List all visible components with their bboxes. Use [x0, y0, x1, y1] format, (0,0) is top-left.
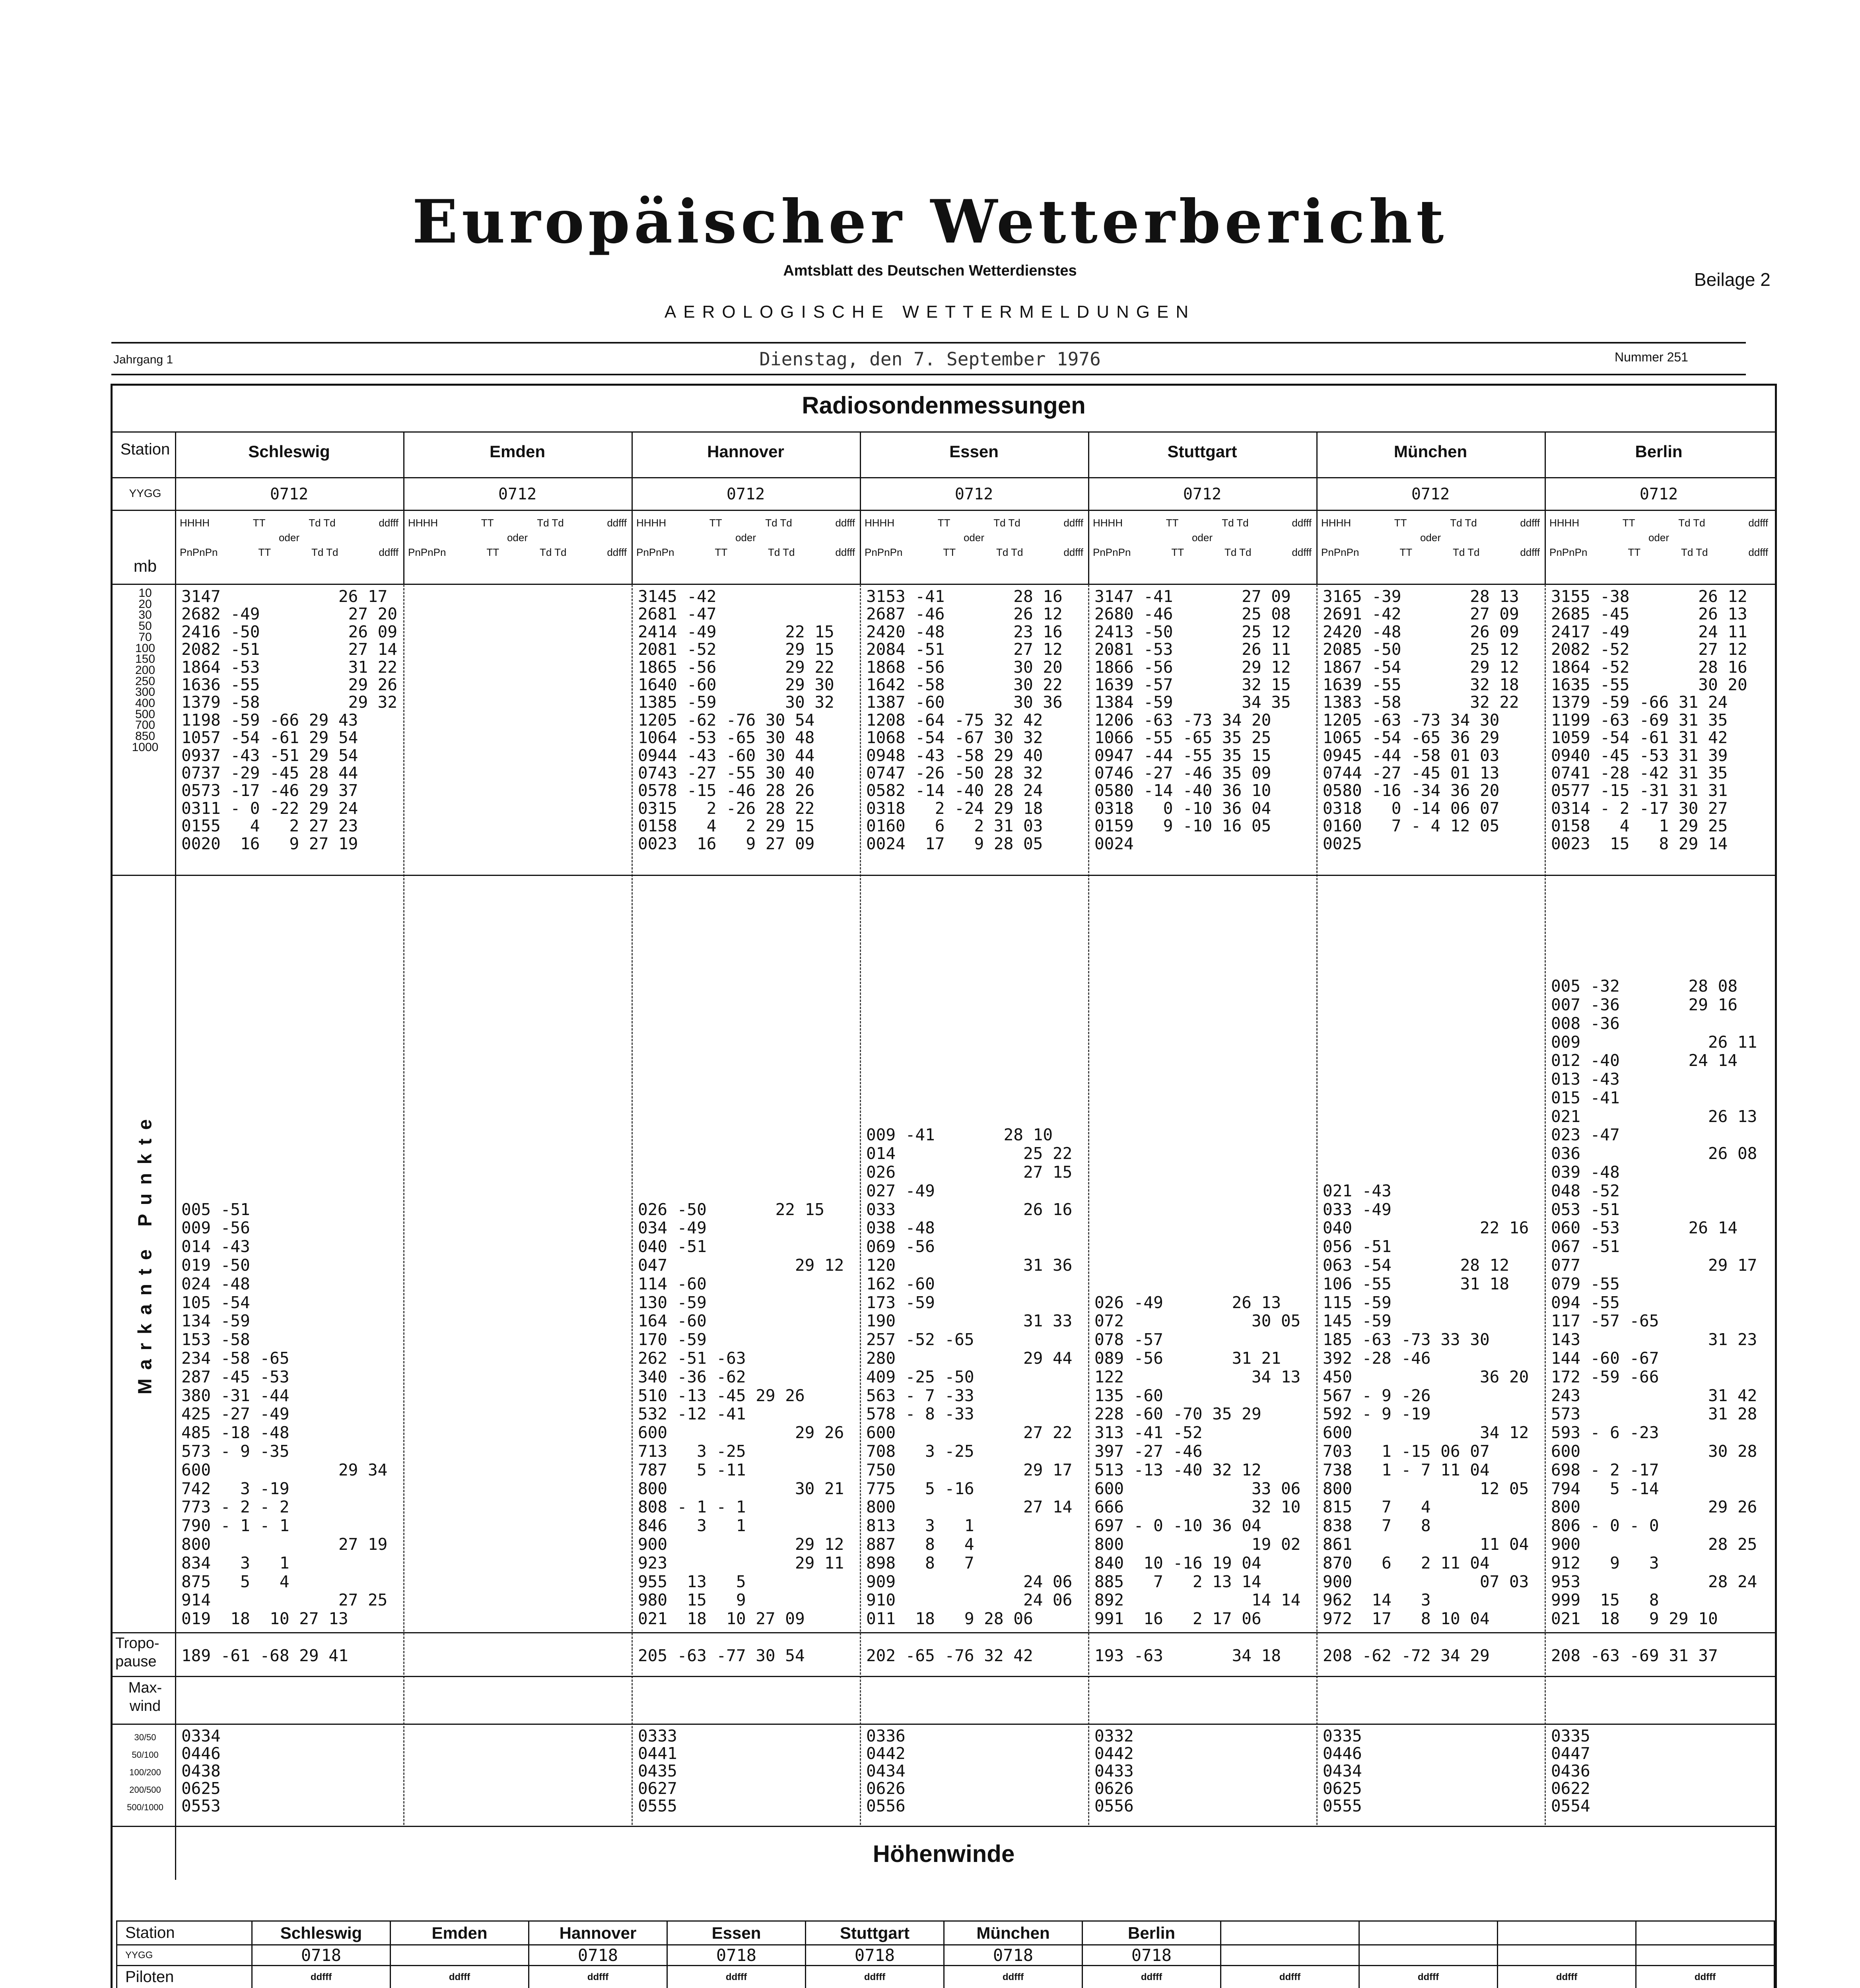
mb-level: 150 — [135, 652, 155, 666]
hw-ddfff-head: ddfff — [806, 1966, 944, 1988]
layer-maxwinds: 0332 0442 0433 0626 0556 — [1094, 1726, 1134, 1815]
header-rule-bottom — [111, 374, 1746, 375]
station-divider — [1316, 584, 1318, 1825]
hw-yygg: 0718 — [944, 1945, 1083, 1966]
station-yygg: 0712 — [726, 485, 765, 503]
head-tt: TT — [481, 517, 494, 529]
head-pnpnpn: PnPnPn — [1549, 546, 1588, 558]
hw-ddfff-head: ddfff — [1221, 1966, 1359, 1988]
head-hhhh: HHHH — [865, 517, 895, 529]
head-oder: oder — [278, 532, 300, 544]
rule — [113, 875, 1775, 876]
station-name: Essen — [949, 442, 999, 461]
head-hhhh: HHHH — [180, 517, 210, 529]
head-ddfff: ddfff — [607, 546, 627, 558]
standard-levels: 3165 -39 28 13 2691 -42 27 09 2420 -48 26 09 2085 -50 25 12 1867 -54 29 12 1639 -55 32 18 1383 -58 32 22 1205 -63 -73 34 30 1065 -54 -65 36 29 0945 -44 -58 01 03 0744 -27 -45 01 13 0580 -16 -34 36 20 0318 0 -14 06 07 0160 7 - 4 12 05 0025 — [1323, 587, 1519, 853]
column-head — [1549, 517, 1768, 559]
column-head — [180, 517, 398, 559]
head-oder: oder — [507, 532, 528, 544]
head-hhhh: HHHH — [1321, 517, 1351, 529]
station-divider — [1545, 584, 1546, 1825]
station-name: Stuttgart — [1167, 442, 1237, 461]
mb-levels — [115, 588, 175, 753]
head-oder: oder — [735, 532, 756, 544]
head-ddfff: ddfff — [1748, 546, 1768, 558]
hw-station-name: Berlin — [1083, 1921, 1221, 1945]
mb-level: 100 — [135, 641, 155, 655]
markante-punkte: 009 -41 28 10 014 25 22 026 27 15 027 -49 033 26 16 038 -48 069 -56 120 31 36 162 -60 173 -59 190 31 33 257 -52 -65 280 29 44 409 -25 -50 563 - 7 -33 578 - 8 -33 600 27 22 708 3 -25 750 29 17 775 5 -16 800 27 14 813 3 1 887 8 4 898 8 7 909 24 06 910 24 06 011 18 9 28 06 — [866, 1125, 1073, 1629]
head-ddfff: ddfff — [1520, 546, 1540, 558]
hw-ddfff-head: ddfff — [1359, 1966, 1498, 1988]
hw-yygg: 0718 — [806, 1945, 944, 1966]
hw-ddfff-head: ddfff — [529, 1966, 667, 1988]
radiosonde-title: Radiosondenmessungen — [802, 392, 1086, 419]
head-oder: oder — [963, 532, 985, 544]
standard-levels: 3147 -41 27 09 2680 -46 25 08 2413 -50 25 12 2081 -53 26 11 1866 -56 29 12 1639 -57 32 15 1384 -59 34 35 1206 -63 -73 34 20 1066 -55 -65 35 25 0947 -44 -55 35 15 0746 -27 -46 35 09 0580 -14 -40 36 10 0318 0 -10 36 04 0159 9 -10 16 05 0024 — [1094, 587, 1291, 853]
head-tt: TT — [253, 517, 266, 529]
page-title: Europäischer Wetterbericht — [412, 187, 1448, 257]
tropopause-value: 208 -63 -69 31 37 — [1551, 1646, 1718, 1665]
head-ddfff: ddfff — [379, 517, 398, 529]
standard-levels: 3145 -42 2681 -47 2414 -49 22 15 2081 -52 29 15 1865 -56 29 22 1640 -60 29 30 1385 -59 30 32 1205 -62 -76 30 54 1064 -53 -65 30 48 0944 -43 -60 30 44 0743 -27 -55 30 40 0578 -15 -46 28 26 0315 2 -26 28 22 0158 4 2 29 15 0023 16 9 27 09 — [638, 587, 834, 853]
head-tt: TT — [486, 546, 499, 558]
mb-level: 700 — [135, 718, 155, 732]
mb-level: 200 — [135, 663, 155, 677]
header-rule-top — [111, 342, 1746, 344]
station-yygg: 0712 — [1639, 485, 1678, 503]
head-ddfff: ddfff — [1063, 546, 1083, 558]
rule — [113, 431, 1775, 433]
markante-label-box — [115, 1074, 175, 1431]
mb-level: 10 — [138, 586, 152, 600]
column-head — [636, 517, 855, 559]
head-hhhh: HHHH — [1549, 517, 1580, 529]
markante-punkte: 021 -43 033 -49 040 22 16 056 -51 063 -54 28 12 106 -55 31 18 115 -59 145 -59 185 -63 -73 33 30 392 -28 -46 450 36 20 567 - 9 -26 592 - 9 -19 600 34 12 703 1 -15 06 07 738 1 - 7 11 04 800 12 05 815 7 4 838 7 8 861 11 04 870 6 2 11 04 900 07 03 962 14 3 972 17 8 10 04 — [1323, 1181, 1529, 1629]
head-ddfff: ddfff — [1292, 517, 1312, 529]
mb-level: 850 — [135, 730, 155, 743]
head-tt: TT — [1166, 517, 1179, 529]
standard-levels: 3147 26 17 2682 -49 27 20 2416 -50 26 09 2082 -51 27 14 1864 -53 31 22 1636 -55 29 26 1379 -58 29 32 1198 -59 -66 29 43 1057 -54 -61 29 54 0937 -43 -51 29 54 0737 -29 -45 28 44 0573 -17 -46 29 37 0311 - 0 -22 29 24 0155 4 2 27 23 0020 16 9 27 19 — [181, 587, 398, 853]
hw-station-name — [1359, 1921, 1498, 1945]
head-hhhh: HHHH — [1093, 517, 1123, 529]
markante-punkte: 005 -32 28 08 007 -36 29 16 008 -36 009 26 11 012 -40 24 14 013 -43 015 -41 021 26 13 023 -47 036 26 08 039 -48 048 -52 053 -51 060 -53 26 14 067 -51 077 29 17 079 -55 094 -55 117 -57 -65 143 31 23 144 -60 -67 172 -59 -66 243 31 42 573 31 28 593 - 6 -23 600 30 28 698 - 2 -17 794 5 -14 800 29 26 806 - 0 - 0 900 28 25 912 9 3 953 28 24 999 15 8 021 18 9 29 10 — [1551, 977, 1757, 1629]
markante-punkte: 026 -49 26 13 072 30 05 078 -57 089 -56 31 21 122 34 13 135 -60 228 -60 -70 35 29 313 -41 -52 397 -27 -46 513 -13 -40 32 12 600 33 06 666 32 10 697 - 0 -10 36 04 800 19 02 840 10 -16 19 04 885 7 2 13 14 892 14 14 991 16 2 17 06 — [1094, 1293, 1301, 1629]
mb-level: 70 — [138, 630, 152, 644]
mb-level: 50 — [138, 619, 152, 633]
mb-level: 300 — [135, 685, 155, 699]
hw-yygg: 0718 — [529, 1945, 667, 1966]
standard-levels: 3153 -41 28 16 2687 -46 26 12 2420 -48 23 16 2084 -51 27 12 1868 -56 30 20 1642 -58 30 22 1387 -60 30 36 1208 -64 -75 32 42 1068 -54 -67 30 32 0948 -43 -58 29 40 0747 -26 -50 28 32 0582 -14 -40 28 24 0318 2 -24 29 18 0160 6 2 31 03 0024 17 9 28 05 — [866, 587, 1063, 853]
layer-label: 50/100 — [132, 1750, 159, 1760]
hw-yygg — [1359, 1945, 1498, 1966]
hw-ddfff-head: ddfff — [391, 1966, 529, 1988]
head-pnpnpn: PnPnPn — [636, 546, 674, 558]
hw-ddfff-head: ddfff — [1636, 1966, 1774, 1988]
head-tdtd: Td Td — [768, 546, 795, 558]
column-head — [1093, 517, 1312, 559]
station-divider — [860, 584, 861, 1825]
head-tdtd: Td Td — [539, 546, 567, 558]
head-tt: TT — [1622, 517, 1635, 529]
head-tt: TT — [258, 546, 271, 558]
hw-ddfff-head: ddfff — [252, 1966, 391, 1988]
head-tdtd: Td Td — [1224, 546, 1252, 558]
head-pnpnpn: PnPnPn — [865, 546, 903, 558]
hw-piloten-label: Piloten — [117, 1966, 252, 1988]
hw-yygg: 0718 — [252, 1945, 391, 1966]
head-ddfff: ddfff — [607, 517, 627, 529]
head-ddfff: ddfff — [835, 546, 855, 558]
hw-yygg — [391, 1945, 529, 1966]
head-ddfff: ddfff — [1748, 517, 1768, 529]
tropopause-label: Tropo- pause — [115, 1635, 159, 1670]
tropopause-value: 208 -62 -72 34 29 — [1323, 1646, 1490, 1665]
hw-yygg: 0718 — [667, 1945, 806, 1966]
issue-date: Dienstag, den 7. September 1976 — [759, 348, 1101, 370]
station-yygg: 0712 — [270, 485, 309, 503]
head-ddfff: ddfff — [1063, 517, 1083, 529]
hw-station-name: Schleswig — [252, 1921, 391, 1945]
tropopause-value: 205 -63 -77 30 54 — [638, 1646, 805, 1665]
head-tt: TT — [1628, 546, 1641, 558]
rule — [113, 1724, 1775, 1725]
layer-maxwinds: 0335 0447 0436 0622 0554 — [1551, 1726, 1590, 1815]
hw-yygg — [1636, 1945, 1774, 1966]
head-tt: TT — [937, 517, 950, 529]
markante-punkte: 026 -50 22 15 034 -49 040 -51 047 29 12 114 -60 130 -59 164 -60 170 -59 262 -51 -63 340 -36 -62 510 -13 -45 29 26 532 -12 -41 600 29 26 713 3 -25 787 5 -11 800 30 21 808 - 1 - 1 846 3 1 900 29 12 923 29 11 955 13 5 980 15 9 021 18 10 27 09 — [638, 1200, 844, 1629]
station-name: Emden — [489, 442, 546, 461]
station-divider — [632, 584, 633, 1825]
head-tt: TT — [715, 546, 728, 558]
layer-label: 200/500 — [129, 1785, 161, 1795]
column-head — [865, 517, 1083, 559]
column-head — [408, 517, 627, 559]
head-tdtd: Td Td — [1681, 546, 1708, 558]
station-divider — [403, 584, 404, 1825]
station-name: Hannover — [707, 442, 784, 461]
hw-station-label: Station — [117, 1921, 252, 1945]
hw-ddfff-head: ddfff — [944, 1966, 1083, 1988]
head-tt: TT — [1399, 546, 1413, 558]
hw-station-name: Hannover — [529, 1921, 667, 1945]
rule — [113, 477, 1775, 478]
head-ddfff: ddfff — [1292, 546, 1312, 558]
head-pnpnpn: PnPnPn — [180, 546, 218, 558]
head-oder: oder — [1191, 532, 1213, 544]
subtitle: Amtsblatt des Deutschen Wetterdienstes — [783, 262, 1077, 279]
mb-level: 500 — [135, 707, 155, 721]
head-ddfff: ddfff — [379, 546, 398, 558]
station-yygg: 0712 — [954, 485, 993, 503]
column-head — [1321, 517, 1540, 559]
head-tdtd: Td Td — [537, 517, 564, 529]
hw-station-name: Emden — [391, 1921, 529, 1945]
station-name: München — [1394, 442, 1467, 461]
head-tt: TT — [1171, 546, 1184, 558]
station-divider — [1088, 584, 1089, 1825]
hoehenwinde-table — [116, 1920, 1775, 1988]
hw-station-name — [1221, 1921, 1359, 1945]
station-yygg: 0712 — [1183, 485, 1222, 503]
yygg-label: YYGG — [129, 487, 161, 499]
hw-station-name: Essen — [667, 1921, 806, 1945]
standard-levels: 3155 -38 26 12 2685 -45 26 13 2417 -49 24 11 2082 -52 27 12 1864 -52 28 16 1635 -55 30 20 1379 -59 -66 31 24 1199 -63 -69 31 35 1059 -54 -61 31 42 0940 -45 -53 31 39 0741 -28 -42 31 35 0577 -15 -31 31 31 0314 - 2 -17 30 27 0158 4 1 29 25 0023 15 8 29 14 — [1551, 587, 1747, 853]
rule — [113, 584, 1775, 585]
head-oder: oder — [1420, 532, 1441, 544]
layer-label: 100/200 — [129, 1767, 161, 1777]
head-tdtd: Td Td — [765, 517, 792, 529]
head-tdtd: Td Td — [993, 517, 1020, 529]
hw-station-name — [1636, 1921, 1774, 1945]
hw-ddfff-head: ddfff — [667, 1966, 806, 1988]
hw-station-name: München — [944, 1921, 1083, 1945]
layer-maxwinds: 0333 0441 0435 0627 0555 — [638, 1726, 677, 1815]
hw-ddfff-head: ddfff — [1498, 1966, 1636, 1988]
head-pnpnpn: PnPnPn — [408, 546, 446, 558]
tropopause-value: 189 -61 -68 29 41 — [181, 1646, 348, 1665]
layer-label: 500/1000 — [127, 1802, 163, 1812]
hw-ddfff-head: ddfff — [1083, 1966, 1221, 1988]
rule — [113, 1826, 1775, 1827]
beilage-label: Beilage 2 — [1694, 269, 1771, 290]
markante-punkte: 005 -51 009 -56 014 -43 019 -50 024 -48 105 -54 134 -59 153 -58 234 -58 -65 287 -45 -53 380 -31 -44 425 -27 -49 485 -18 -48 573 - 9 -35 600 29 34 742 3 -19 773 - 2 - 2 790 - 1 - 1 800 27 19 834 3 1 875 5 4 914 27 25 019 18 10 27 13 — [181, 1200, 388, 1629]
hw-yygg: 0718 — [1083, 1945, 1221, 1966]
head-tdtd: Td Td — [1222, 517, 1249, 529]
station-yygg: 0712 — [498, 485, 537, 503]
head-pnpnpn: PnPnPn — [1321, 546, 1359, 558]
hw-yygg-label: YYGG — [117, 1945, 252, 1966]
layer-labels — [115, 1729, 175, 1816]
head-tdtd: Td Td — [311, 546, 338, 558]
head-hhhh: HHHH — [408, 517, 438, 529]
station-label: Station — [120, 441, 170, 458]
station-name: Schleswig — [248, 442, 330, 461]
layer-maxwinds: 0334 0446 0438 0625 0553 — [181, 1726, 221, 1815]
tropopause-value: 193 -63 34 18 — [1094, 1646, 1281, 1665]
tropopause-value: 202 -65 -76 32 42 — [866, 1646, 1033, 1665]
head-tdtd: Td Td — [1450, 517, 1477, 529]
rule — [113, 510, 1775, 511]
section-title: AEROLOGISCHE WETTERMELDUNGEN — [664, 302, 1196, 322]
hw-station-name — [1498, 1921, 1636, 1945]
hw-yygg — [1498, 1945, 1636, 1966]
head-tdtd: Td Td — [309, 517, 336, 529]
rule — [113, 1676, 1775, 1677]
head-oder: oder — [1648, 532, 1670, 544]
layer-maxwinds: 0336 0442 0434 0626 0556 — [866, 1726, 906, 1815]
hw-yygg — [1221, 1945, 1359, 1966]
head-tt: TT — [1394, 517, 1407, 529]
head-pnpnpn: PnPnPn — [1093, 546, 1131, 558]
head-tdtd: Td Td — [1452, 546, 1480, 558]
hoehenwinde-title: Höhenwinde — [873, 1840, 1015, 1867]
head-hhhh: HHHH — [636, 517, 667, 529]
label-column-divider — [175, 433, 176, 1880]
mb-level: 1000 — [132, 740, 159, 754]
jahrgang-label: Jahrgang 1 — [113, 353, 173, 366]
mb-label: mb — [133, 557, 157, 575]
mb-level: 250 — [135, 674, 155, 688]
head-tt: TT — [943, 546, 956, 558]
head-ddfff: ddfff — [835, 517, 855, 529]
issue-number: Nummer 251 — [1615, 350, 1688, 364]
station-yygg: 0712 — [1411, 485, 1450, 503]
head-tdtd: Td Td — [996, 546, 1023, 558]
layer-maxwinds: 0335 0446 0434 0625 0555 — [1323, 1726, 1362, 1815]
hw-station-name: Stuttgart — [806, 1921, 944, 1945]
mb-level: 400 — [135, 697, 155, 710]
head-ddfff: ddfff — [1520, 517, 1540, 529]
rule — [113, 1632, 1775, 1633]
layer-label: 30/50 — [134, 1732, 156, 1742]
maxwind-label: Max- wind — [128, 1679, 162, 1714]
head-tt: TT — [709, 517, 722, 529]
markante-label: Markante Punkte — [134, 1110, 156, 1395]
mb-level: 20 — [138, 597, 152, 611]
station-name: Berlin — [1635, 442, 1683, 461]
head-tdtd: Td Td — [1678, 517, 1705, 529]
mb-level: 30 — [138, 608, 152, 622]
